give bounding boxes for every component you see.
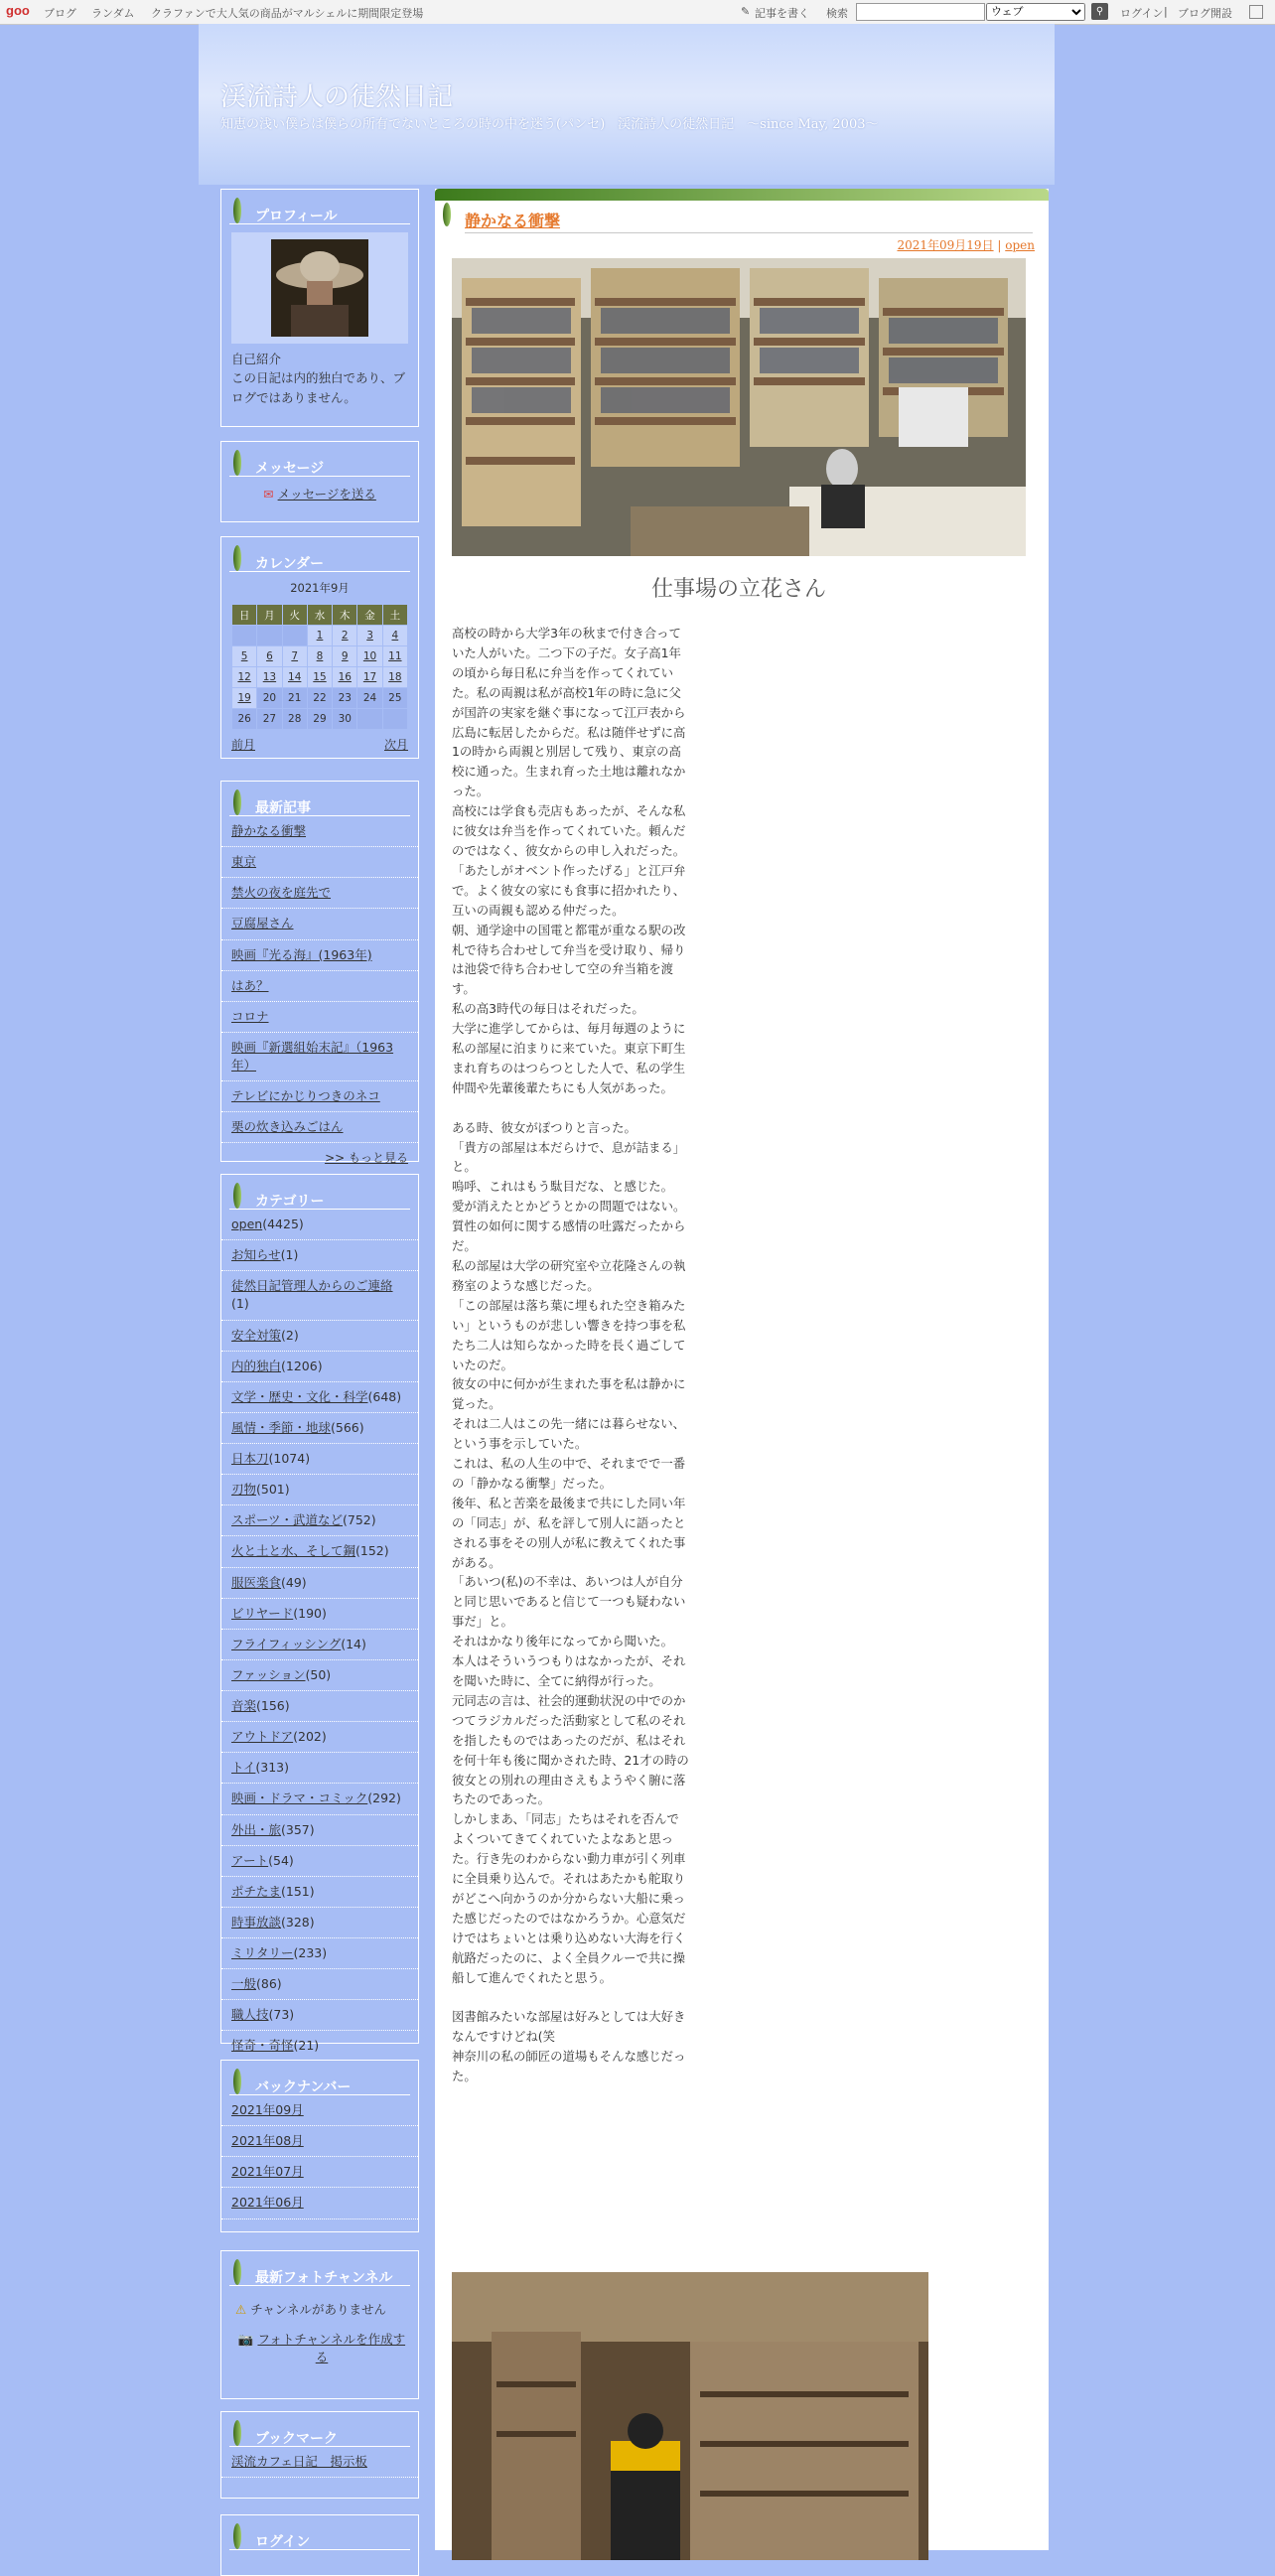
topbar-link-promo[interactable]: クラファンで大人気の商品がマルシェルに期間限定登場 (151, 7, 424, 20)
category-link[interactable]: ファッション (231, 1666, 306, 1682)
backnumber-link[interactable]: 2021年07月 (231, 2164, 304, 2180)
category-link[interactable]: 安全対策 (231, 1327, 282, 1343)
category-item (221, 1382, 418, 1413)
calendar-day[interactable]: 5 (232, 646, 257, 667)
post-paragraph: 彼女の中に何かが生まれた事を私は静かに覚った。 (452, 1376, 686, 1412)
write-article-link[interactable]: 記事を書く (755, 7, 809, 20)
calendar-day: 20 (257, 688, 282, 709)
category-link[interactable]: 怪奇・奇怪 (231, 2038, 294, 2054)
topbar-link-blog[interactable]: ブログ (44, 7, 76, 20)
category-link[interactable]: 一般 (231, 1976, 257, 1992)
no-channel-text: チャンネルがありません (250, 2302, 386, 2317)
post-paragraph: しかしまあ、「同志」たちはそれを否んでよくついてきてくれていたよなあと思った。行き先のわからない動力車が引く列車に全員乗り込んで。それはあたかも舵取りがどこへ向かうのか分からない大船に乗った感じだったのではなかろうか。心意気だけではちょいとは乗り込めない大海を行く航路だったのに、よく全員クルーで共に操船して進んでくれたと思う。 (452, 1811, 686, 1985)
calendar-day[interactable]: 12 (232, 667, 257, 688)
calendar-day[interactable]: 18 (382, 667, 407, 688)
post-paragraph: 私の部屋は大学の研究室や立花隆さんの執務室のような感じだった。 (452, 1257, 686, 1293)
post-date-link[interactable]: 2021年09月19日 (897, 238, 994, 252)
weekday-header: 土 (382, 605, 407, 626)
category-count: (357) (281, 1821, 315, 1837)
list-item (221, 1002, 418, 1033)
backnumber-link[interactable]: 2021年08月 (231, 2133, 304, 2149)
category-count: (156) (256, 1698, 290, 1713)
search-button[interactable] (1091, 3, 1108, 20)
category-item (221, 1691, 418, 1722)
calendar-day: 27 (257, 709, 282, 730)
calendar-heading: カレンダー (255, 556, 325, 572)
calendar-day (357, 709, 382, 730)
calendar-day[interactable]: 10 (357, 646, 382, 667)
category-count: (86) (256, 1976, 282, 1992)
calendar-day: 30 (333, 709, 357, 730)
recent-post-link[interactable]: 東京 (231, 854, 257, 870)
recent-post-link[interactable]: 禁火の夜を庭先で (231, 885, 332, 901)
calendar-day[interactable]: 16 (333, 667, 357, 688)
post-paragraph: 「あいつ(私)の不幸は、あいつは人が自分と同じ思いであると信じて一つも疑わない事だ」と。 (452, 1574, 686, 1630)
recent-post-link[interactable]: 豆腐屋さん (231, 916, 294, 931)
create-photochannel-link[interactable]: フォトチャンネルを作成する (257, 2332, 406, 2364)
category-item (221, 1271, 418, 1320)
category-link[interactable]: ポチたま (231, 1883, 282, 1899)
login-heading: ログイン (255, 2534, 311, 2550)
recent-post-link[interactable]: テレビにかじりつきのネコ (231, 1088, 380, 1104)
recent-post-link[interactable]: 静かなる衝撃 (231, 823, 307, 838)
post-paragraph: 嗚呼、これはもう駄目だな、と感じた。 (452, 1179, 674, 1195)
backnumber-link[interactable]: 2021年06月 (231, 2195, 304, 2211)
category-count: (1) (231, 1296, 249, 1312)
category-link[interactable]: お知らせ (231, 1247, 281, 1263)
list-item (221, 971, 418, 1002)
category-link[interactable]: 映画・ドラマ・コミック (231, 1790, 368, 1806)
photochannel-heading: 最新フォトチャンネル (255, 2270, 393, 2286)
search-label: 検索 (826, 7, 848, 20)
calendar-day[interactable]: 6 (257, 646, 282, 667)
category-link[interactable]: トイ (231, 1760, 256, 1776)
recent-post-link[interactable]: コロナ (231, 1008, 269, 1024)
category-count: (566) (331, 1419, 364, 1435)
profile-box (220, 189, 419, 427)
photo-caption: 仕事場の立花さん (650, 577, 826, 602)
leaf-icon (233, 789, 241, 815)
calendar-month: 2021年9月 (290, 581, 350, 595)
list-item (221, 2126, 418, 2157)
category-count: (501) (256, 1482, 290, 1498)
category-item (221, 1210, 418, 1240)
leaf-icon (233, 1183, 241, 1209)
list-item (221, 940, 418, 971)
list-item (221, 2447, 418, 2478)
calendar-day: 24 (357, 688, 382, 709)
category-link[interactable]: 日本刀 (231, 1451, 269, 1466)
category-item (221, 1321, 418, 1352)
calendar-day[interactable]: 1 (307, 626, 332, 646)
blog-title[interactable]: 渓流詩人の徒然日記 (220, 82, 454, 112)
category-count: (648) (367, 1388, 402, 1404)
category-link[interactable]: 職人技 (231, 2007, 269, 2023)
category-item (221, 2000, 418, 2031)
top-toolbar: goo ブログ ランダム クラファンで大人気の商品がマルシェルに期間限定登場 ✎ 記事を書く 検索 ウェブ ⚲ ログイン | ブログ開設 (0, 0, 1275, 25)
blog-header (199, 24, 1055, 185)
bookmark-heading: ブックマーク (255, 2431, 339, 2447)
category-item (221, 1846, 418, 1877)
category-item (221, 1444, 418, 1475)
list-item (221, 1081, 418, 1112)
category-item (221, 1630, 418, 1660)
category-item (221, 1784, 418, 1814)
recent-post-link[interactable]: 栗の炊き込みごはん (231, 1119, 344, 1135)
category-link[interactable]: ミリタリー (231, 1945, 294, 1960)
weekday-header: 日 (232, 605, 257, 626)
post-paragraph: 後年、私と苦楽を最後まで共にした同い年の「同志」が、私を評して別人に語ったとされる事をその別人が私に教えてくれた事がある。 (452, 1495, 686, 1570)
category-count: (328) (281, 1914, 315, 1930)
recent-post-link[interactable]: 映画『光る海』(1963年) (231, 946, 372, 962)
calendar-week (232, 626, 408, 646)
category-link[interactable]: アート (231, 1852, 269, 1868)
login-link[interactable]: ログイン (1120, 7, 1164, 20)
calendar-day (232, 626, 257, 646)
category-count: (151) (281, 1883, 315, 1899)
category-item (221, 1536, 418, 1567)
post-paragraph: これは、私の人生の中で、それまでで一番の「静かなる衝撃」だった。 (452, 1456, 686, 1491)
leaf-icon (233, 2523, 241, 2549)
calendar-day: 28 (282, 709, 307, 730)
post-photo-study[interactable] (452, 258, 1026, 556)
category-count: (2) (281, 1327, 299, 1343)
category-link[interactable]: open (231, 1216, 263, 1231)
post-paragraph: 大学に進学してからは、毎月毎週のように私の部屋に泊まりに来ていた。東京下町生まれ育ちのはつらつとした人で、私の学生仲間や先輩後輩たちにも人気があった。 (452, 1021, 686, 1095)
category-link[interactable]: 風情・季節・地球 (231, 1419, 332, 1435)
blog-tagline: 知恵の浅い僕らは僕らの所有でないところの時の中を迷う(パンセ) 渓流詩人の徒然日記 ～since May, 2003～ (220, 117, 879, 132)
category-item (221, 1413, 418, 1444)
category-count: (50) (305, 1666, 332, 1682)
calendar-day (382, 709, 407, 730)
post-body (452, 624, 690, 2086)
search-input[interactable] (856, 3, 985, 21)
category-link[interactable]: 文学・歴史・文化・科学 (231, 1388, 368, 1404)
category-link[interactable]: フライフィッシング (231, 1636, 342, 1651)
categories-box (220, 1174, 419, 2054)
calendar-week (232, 709, 408, 730)
category-item (221, 2031, 418, 2062)
divider (465, 232, 1033, 233)
calendar-day (257, 626, 282, 646)
post-paragraph: 愛が消えたとかどうとかの問題ではない。質性の如何に関する感情の吐露だったからだ。 (452, 1199, 686, 1254)
list-item (221, 2157, 418, 2188)
post-paragraph: それはかなり後年になってから聞いた。 (452, 1634, 674, 1649)
calendar-week (232, 688, 408, 709)
post-paragraph: 高校の時から大学3年の秋まで付き合っていた人がいた。二つ下の子だ。女子高1年の頃から毎日私に弁当を作ってくれていた。私の両親は私が高校1年の時に急に父が国許の実家を継ぐ事になって江戸表から広島に転居したからだ。私は随伴せずに高1の時から両親と別居して残り、東京の高校に通った。生まれ育った土地は離れなかった。 (452, 626, 686, 799)
search-scope-select[interactable] (986, 3, 1085, 21)
calendar-day[interactable]: 19 (232, 688, 257, 709)
post-paragraph: ある時、彼女がぽつりと言った。 (452, 1119, 637, 1135)
category-count: (752) (343, 1512, 376, 1528)
category-item (221, 1815, 418, 1846)
category-link[interactable]: アウトドア (231, 1729, 294, 1745)
category-count: (54) (268, 1852, 294, 1868)
message-heading: メッセージ (255, 461, 325, 477)
post-paragraph: 高校には学食も売店もあったが、そんな私に彼女は弁当を作ってくれていた。頼んだのではなく、彼女からの申し入れだった。「あたしがオベント作ったげる」と江戸弁で。よく彼女の家にも食事に招かれたり、互いの両親も認める仲だった。 (452, 803, 686, 918)
calendar-day[interactable]: 17 (357, 667, 382, 688)
post-paragraph: 神奈川の私の師匠の道場もそんな感じだった。 (452, 2049, 686, 2084)
category-link[interactable]: 服医楽食 (231, 1574, 282, 1590)
backnumber-link[interactable]: 2021年09月 (231, 2102, 304, 2117)
list-item (221, 909, 418, 939)
category-item (221, 1877, 418, 1908)
category-link[interactable]: スポーツ・武道など (231, 1512, 344, 1528)
recent-post-link[interactable]: 映画『新選組始末記』（1963年） (231, 1039, 394, 1073)
camera-icon: 📷 (237, 2332, 254, 2347)
category-count: (21) (293, 2038, 320, 2054)
category-item (221, 1475, 418, 1505)
category-count: (1206) (281, 1358, 323, 1373)
weekday-header: 水 (307, 605, 332, 626)
photochannel-box (220, 2250, 419, 2399)
list-item (221, 2188, 418, 2218)
topbar-link-random[interactable]: ランダム (91, 7, 135, 20)
send-message-link[interactable]: メッセージを送る (277, 487, 376, 501)
list-item (221, 847, 418, 878)
recent-post-link[interactable]: はあ？ (231, 977, 269, 993)
recent-posts-box (220, 781, 419, 1166)
category-count: (233) (293, 1945, 328, 1960)
category-link[interactable]: 内的独白 (231, 1358, 282, 1373)
calendar-prev-link[interactable]: 前月 (231, 738, 256, 752)
calendar-week (232, 646, 408, 667)
category-count: (14) (341, 1636, 366, 1651)
post-paragraph: 本人はそういうつもりはなかったが、それを聞いた時に、全てに納得が行った。 (452, 1653, 686, 1689)
leaf-icon (233, 2069, 241, 2094)
category-count: (1) (280, 1247, 299, 1263)
category-link[interactable]: 火と土と水、そして鋼 (231, 1543, 356, 1559)
profile-intro-text: この日記は内的独白であり、ブログではありません。 (231, 370, 406, 405)
calendar-day[interactable]: 11 (382, 646, 407, 667)
leaf-icon (233, 545, 241, 571)
login-box (220, 2514, 419, 2576)
leaf-icon (233, 2259, 241, 2285)
envelope-icon: ✉ (263, 487, 274, 501)
weekday-header: 木 (333, 605, 357, 626)
leaf-icon (233, 198, 241, 223)
calendar-day[interactable]: 7 (282, 646, 307, 667)
goo-logo[interactable]: goo (6, 3, 30, 18)
category-link[interactable]: ビリヤード (231, 1605, 294, 1621)
open-blog-link[interactable]: ブログ開設 (1178, 7, 1232, 20)
category-item (221, 1969, 418, 2000)
profile-photo-frame (231, 232, 408, 344)
list-item (221, 816, 418, 847)
list-item (221, 2095, 418, 2126)
category-count: (4425) (262, 1216, 304, 1231)
message-box (220, 441, 419, 522)
category-link[interactable]: 外出・旅 (231, 1821, 282, 1837)
category-link[interactable]: 刃物 (231, 1482, 257, 1498)
post-title[interactable]: 静かなる衝撃 (465, 212, 561, 230)
category-item (221, 1753, 418, 1784)
category-count: (202) (293, 1729, 327, 1745)
post-paragraph (452, 1988, 690, 2008)
calendar-day[interactable]: 3 (357, 626, 382, 646)
post-paragraph (452, 1098, 690, 1118)
profile-heading: プロフィール (255, 209, 338, 224)
post-paragraph: 「この部屋は落ち葉に埋もれた空き箱みたい」というものが悲しい響きを持つ事を私たち二人は知らなかった時を長く過ごしていたのだ。 (452, 1297, 686, 1372)
list-item (221, 1033, 418, 1081)
list-item (221, 1112, 418, 1143)
post-paragraph: 朝、通学途中の国電と都電が重なる駅の改札で待ち合わせして弁当を受け取り、帰りは池袋で待ち合わせして空の弁当箱を渡す。 (452, 922, 686, 997)
bookmark-link[interactable]: 渓流カフェ日記 掲示板 (231, 2454, 367, 2469)
category-item (221, 1505, 418, 1536)
calendar-table (231, 604, 408, 730)
search-icon: ⚲ (1095, 6, 1104, 17)
post-paragraph: 図書館みたいな部屋は好みとしては大好きなんですけどね(笑 (452, 2009, 686, 2045)
category-item (221, 1599, 418, 1630)
calendar-next-link[interactable]: 次月 (383, 738, 408, 752)
calendar-day: 25 (382, 688, 407, 709)
profile-intro-label: 自己紹介 (231, 352, 282, 366)
calendar-day[interactable]: 9 (333, 646, 357, 667)
category-item (221, 1568, 418, 1599)
category-link[interactable]: 徒然日記管理人からのご連絡 (231, 1278, 393, 1294)
calendar-day[interactable]: 8 (307, 646, 332, 667)
calendar-day: 22 (307, 688, 332, 709)
weekday-header: 月 (257, 605, 282, 626)
calendar-box (220, 536, 419, 759)
list-item (221, 878, 418, 909)
post-meta: 2021年09月19日 | open (897, 238, 1035, 252)
leaf-icon (443, 203, 451, 226)
category-item (221, 1938, 418, 1969)
warning-icon: ⚠ (235, 2302, 247, 2317)
category-count: (152) (355, 1543, 389, 1559)
weekday-header: 金 (357, 605, 382, 626)
category-count: (313) (255, 1760, 290, 1776)
post-paragraph: 私の高3時代の毎日はそれだった。 (452, 1001, 644, 1017)
post-paragraph: 元同志の言は、社会的運動状況の中でのかつてラジカルだった活動家として私のそれを指したものではあったのだが、私はそれを何十年も後に聞かされた時、21才の時の彼女との別れの理由さえもようやく腑に落ちたのであった。 (452, 1692, 689, 1807)
category-item (221, 1660, 418, 1691)
backnumber-box (220, 2060, 419, 2232)
calendar-day[interactable]: 4 (382, 626, 407, 646)
calendar-day[interactable]: 15 (307, 667, 332, 688)
category-link[interactable]: 音楽 (231, 1698, 257, 1713)
calendar-day: 29 (307, 709, 332, 730)
calendar-day: 21 (282, 688, 307, 709)
category-count: (73) (268, 2007, 295, 2023)
category-link[interactable]: 時事放談 (231, 1914, 282, 1930)
post-category-link[interactable]: open (1005, 238, 1035, 252)
calendar-day[interactable]: 2 (333, 626, 357, 646)
recent-heading: 最新記事 (255, 800, 311, 816)
menu-icon[interactable] (1249, 5, 1263, 19)
category-item (221, 1352, 418, 1382)
category-item (221, 1240, 418, 1271)
more-posts-link[interactable]: >> もっと見る (325, 1151, 408, 1166)
categories-heading: カテゴリー (255, 1194, 325, 1210)
category-count: (190) (293, 1605, 327, 1621)
backnumber-heading: バックナンバー (255, 2079, 352, 2095)
leaf-icon (233, 450, 241, 476)
post-photo-dojo[interactable] (452, 2272, 928, 2560)
category-count: (292) (367, 1790, 401, 1806)
leaf-icon (233, 2420, 241, 2446)
calendar-day (282, 626, 307, 646)
post-header-bar (435, 189, 1049, 201)
calendar-day: 23 (333, 688, 357, 709)
main-content (435, 189, 1049, 2550)
category-count: (49) (281, 1574, 307, 1590)
post-paragraph: それは二人はこの先一緒には暮らせない、という事を示していた。 (452, 1416, 686, 1452)
category-count: (1074) (268, 1451, 311, 1466)
category-item (221, 1908, 418, 1938)
weekday-header: 火 (282, 605, 307, 626)
calendar-day[interactable]: 14 (282, 667, 307, 688)
bookmark-box (220, 2411, 419, 2499)
post-paragraph: 「貴方の部屋は本だらけで、息が詰まる」と。 (452, 1139, 686, 1175)
calendar-week (232, 667, 408, 688)
pencil-icon: ✎ (741, 5, 751, 18)
calendar-day: 26 (232, 709, 257, 730)
category-item (221, 1722, 418, 1753)
calendar-day[interactable]: 13 (257, 667, 282, 688)
profile-photo (271, 239, 368, 337)
